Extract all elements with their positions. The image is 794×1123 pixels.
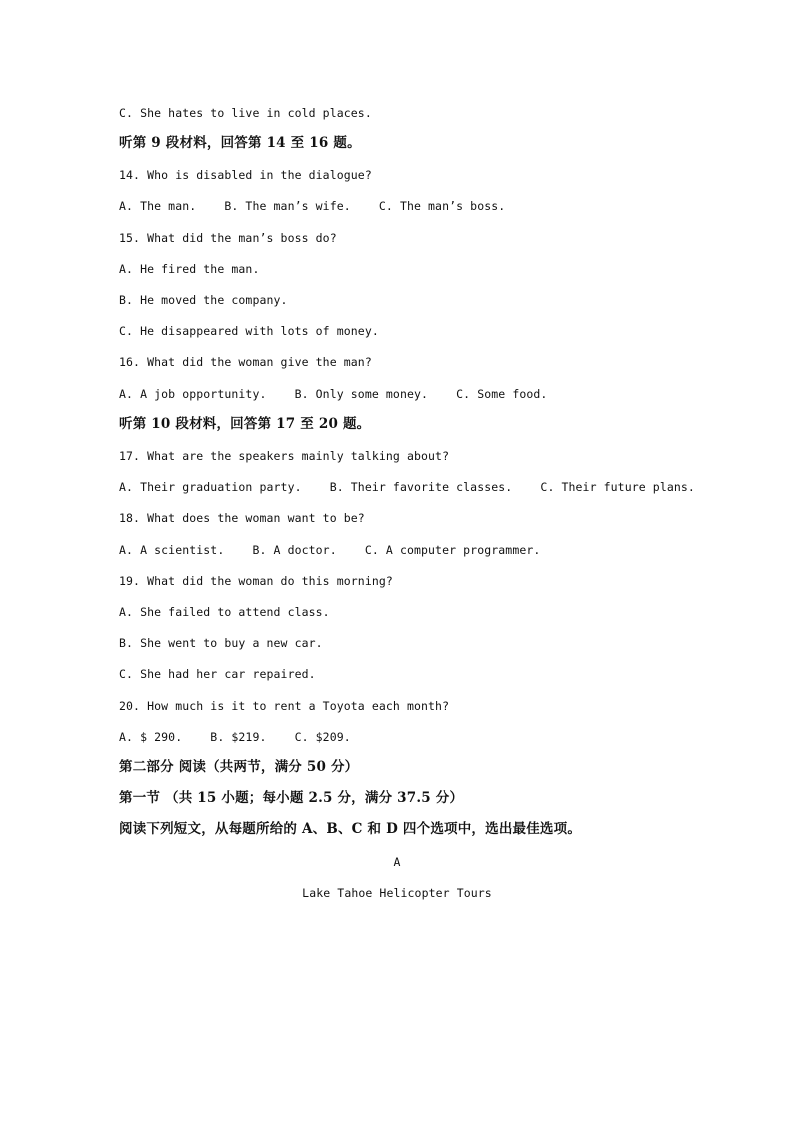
options-18: A. A scientist. B. A doctor. C. A computer programmer. bbox=[119, 543, 541, 557]
option-19a: A. She failed to attend class. bbox=[119, 605, 330, 619]
passage-label: A bbox=[393, 855, 401, 869]
question-20: 20. How much is it to rent a Toyota each month? bbox=[119, 699, 450, 713]
option-13c: C. She hates to live in cold places. bbox=[119, 106, 372, 120]
reading-instructions: 阅读下列短文，从每题所给的 A、B、C 和 D 四个选项中，选出最佳选项。 bbox=[119, 821, 582, 837]
question-14: 14. Who is disabled in the dialogue? bbox=[119, 168, 372, 182]
section-heading-passage-9: 听第 9 段材料，回答第 14 至 16 题。 bbox=[119, 135, 361, 151]
options-17: A. Their graduation party. B. Their favorite classes. C. Their future plans. bbox=[119, 480, 695, 494]
question-15: 15. What did the man’s boss do? bbox=[119, 231, 337, 245]
question-17: 17. What are the speakers mainly talking about? bbox=[119, 449, 450, 463]
section-heading-passage-10: 听第 10 段材料，回答第 17 至 20 题。 bbox=[119, 416, 371, 432]
section-one-heading: 第一节 （共 15 小题；每小题 2.5 分，满分 37.5 分） bbox=[119, 790, 464, 806]
option-19b: B. She went to buy a new car. bbox=[119, 636, 323, 650]
options-14: A. The man. B. The man’s wife. C. The man’s boss. bbox=[119, 199, 506, 213]
option-15a: A. He fired the man. bbox=[119, 262, 260, 276]
passage-title: Lake Tahoe Helicopter Tours bbox=[302, 886, 492, 900]
question-16: 16. What did the woman give the man? bbox=[119, 355, 372, 369]
part-two-heading: 第二部分 阅读（共两节，满分 50 分） bbox=[119, 759, 359, 775]
option-15b: B. He moved the company. bbox=[119, 293, 288, 307]
question-19: 19. What did the woman do this morning? bbox=[119, 574, 393, 588]
question-18: 18. What does the woman want to be? bbox=[119, 511, 365, 525]
option-15c: C. He disappeared with lots of money. bbox=[119, 324, 379, 338]
options-16: A. A job opportunity. B. Only some money. C. Some food. bbox=[119, 387, 548, 401]
options-20: A. $ 290. B. $219. C. $209. bbox=[119, 730, 351, 744]
option-19c: C. She had her car repaired. bbox=[119, 667, 316, 681]
